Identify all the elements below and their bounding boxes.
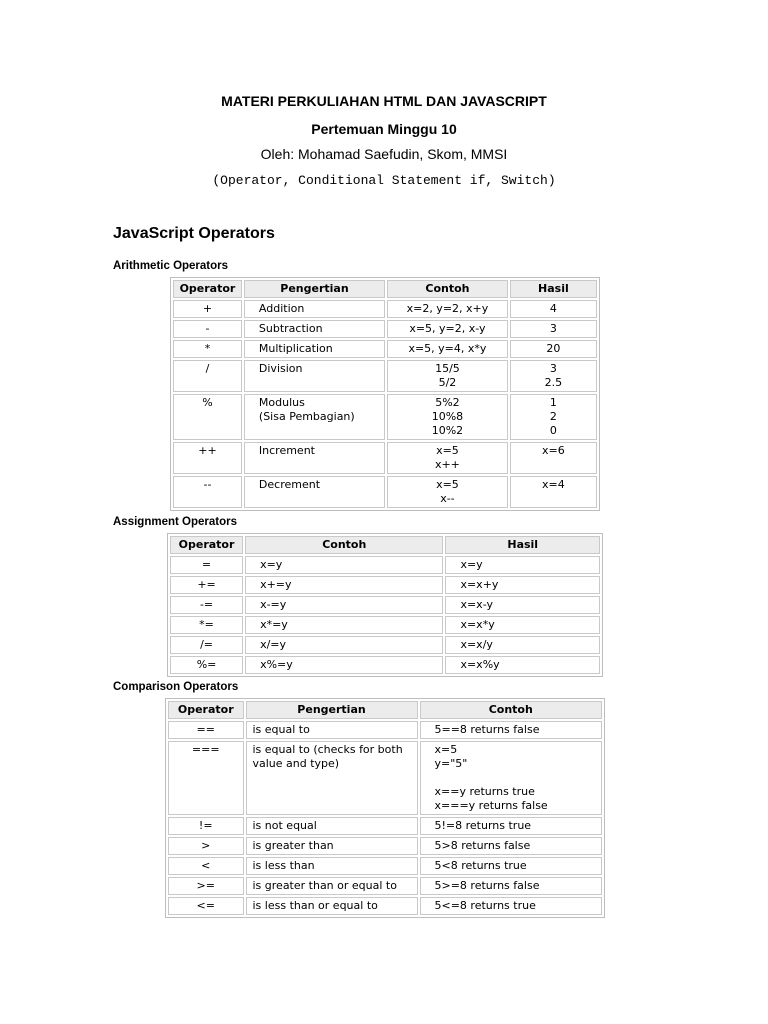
description-cell: is greater than or equal to <box>246 877 418 895</box>
description-cell: is not equal <box>246 817 418 835</box>
description-cell: is less than or equal to <box>246 897 418 915</box>
example-cell: x=y <box>245 556 443 574</box>
table-row <box>168 721 602 739</box>
result-cell: x=x*y <box>445 616 600 634</box>
table-row <box>173 340 597 358</box>
table-row <box>168 857 602 875</box>
column-header: Operator <box>170 536 243 554</box>
result-cell: x=4 <box>510 476 597 508</box>
document-topic: (Operator, Conditional Statement if, Switch) <box>212 173 556 188</box>
description-cell: Multiplication <box>244 340 385 358</box>
column-header: Contoh <box>420 701 603 719</box>
table-row <box>168 837 602 855</box>
operator-cell: >= <box>168 877 244 895</box>
example-cell: x=5, y=2, x-y <box>387 320 508 338</box>
table-row <box>170 636 600 654</box>
table-row <box>173 442 597 474</box>
table-row <box>168 741 602 815</box>
operator-cell: == <box>168 721 244 739</box>
result-cell: x=x/y <box>445 636 600 654</box>
description-cell: is equal to <box>246 721 418 739</box>
column-header: Pengertian <box>246 701 418 719</box>
section-title: JavaScript Operators <box>113 225 275 242</box>
result-cell: x=x-y <box>445 596 600 614</box>
operator-cell: % <box>173 394 242 440</box>
operator-cell: ++ <box>173 442 242 474</box>
operator-cell: <= <box>168 897 244 915</box>
document-subtitle: Pertemuan Minggu 10 <box>311 121 457 137</box>
result-cell: 3 <box>510 320 597 338</box>
example-cell: x=2, y=2, x+y <box>387 300 508 318</box>
result-cell: 20 <box>510 340 597 358</box>
column-header: Contoh <box>387 280 508 298</box>
description-cell: Modulus (Sisa Pembagian) <box>244 394 385 440</box>
example-cell: x=5 x-- <box>387 476 508 508</box>
table-row <box>173 476 597 508</box>
result-cell: 4 <box>510 300 597 318</box>
description-cell: is equal to (checks for both value and type) <box>246 741 418 815</box>
example-cell: x/=y <box>245 636 443 654</box>
result-cell: 3 2.5 <box>510 360 597 392</box>
column-header: Pengertian <box>244 280 385 298</box>
example-cell: x=5 x++ <box>387 442 508 474</box>
example-cell: x=5, y=4, x*y <box>387 340 508 358</box>
table-row <box>173 360 597 392</box>
operator-cell: = <box>170 556 243 574</box>
operator-cell: += <box>170 576 243 594</box>
result-cell: x=6 <box>510 442 597 474</box>
column-header: Hasil <box>445 536 600 554</box>
operator-cell: -= <box>170 596 243 614</box>
operator-cell: - <box>173 320 242 338</box>
result-cell: x=x%y <box>445 656 600 674</box>
example-cell: 5<=8 returns true <box>420 897 603 915</box>
table-row <box>170 576 600 594</box>
table-row <box>168 897 602 915</box>
arithmetic-heading: Arithmetic Operators <box>113 260 229 272</box>
table-row <box>168 877 602 895</box>
result-cell: x=x+y <box>445 576 600 594</box>
operator-cell: *= <box>170 616 243 634</box>
description-cell: is greater than <box>246 837 418 855</box>
operator-cell: -- <box>173 476 242 508</box>
operator-cell: + <box>173 300 242 318</box>
operator-cell: < <box>168 857 244 875</box>
result-cell: x=y <box>445 556 600 574</box>
comparison-heading: Comparison Operators <box>113 681 239 693</box>
result-cell: 1 2 0 <box>510 394 597 440</box>
description-cell: is less than <box>246 857 418 875</box>
example-cell: 5==8 returns false <box>420 721 603 739</box>
table-row <box>170 656 600 674</box>
table-row <box>170 596 600 614</box>
table-row <box>170 616 600 634</box>
table-row <box>173 300 597 318</box>
example-cell: x%=y <box>245 656 443 674</box>
column-header: Hasil <box>510 280 597 298</box>
example-cell: x+=y <box>245 576 443 594</box>
example-cell: 5!=8 returns true <box>420 817 603 835</box>
column-header: Operator <box>173 280 242 298</box>
column-header: Operator <box>168 701 244 719</box>
example-cell: x=5 y="5" x==y returns true x===y returns false <box>420 741 603 815</box>
arithmetic-table <box>170 277 600 511</box>
operator-cell: === <box>168 741 244 815</box>
description-cell: Decrement <box>244 476 385 508</box>
comparison-table <box>165 698 605 918</box>
operator-cell: != <box>168 817 244 835</box>
operator-cell: * <box>173 340 242 358</box>
table-row <box>173 394 597 440</box>
example-cell: x*=y <box>245 616 443 634</box>
example-cell: 5%2 10%8 10%2 <box>387 394 508 440</box>
document-author: Oleh: Mohamad Saefudin, Skom, MMSI <box>260 146 508 162</box>
table-row <box>170 556 600 574</box>
operator-cell: %= <box>170 656 243 674</box>
example-cell: x-=y <box>245 596 443 614</box>
column-header: Contoh <box>245 536 443 554</box>
description-cell: Division <box>244 360 385 392</box>
description-cell: Addition <box>244 300 385 318</box>
operator-cell: /= <box>170 636 243 654</box>
example-cell: 15/5 5/2 <box>387 360 508 392</box>
table-row <box>168 817 602 835</box>
operator-cell: > <box>168 837 244 855</box>
table-row <box>173 320 597 338</box>
description-cell: Subtraction <box>244 320 385 338</box>
example-cell: 5>=8 returns false <box>420 877 603 895</box>
document-title: MATERI PERKULIAHAN HTML DAN JAVASCRIPT <box>221 93 547 109</box>
description-cell: Increment <box>244 442 385 474</box>
operator-cell: / <box>173 360 242 392</box>
example-cell: 5<8 returns true <box>420 857 603 875</box>
assignment-heading: Assignment Operators <box>113 516 237 528</box>
example-cell: 5>8 returns false <box>420 837 603 855</box>
assignment-table <box>167 533 603 677</box>
